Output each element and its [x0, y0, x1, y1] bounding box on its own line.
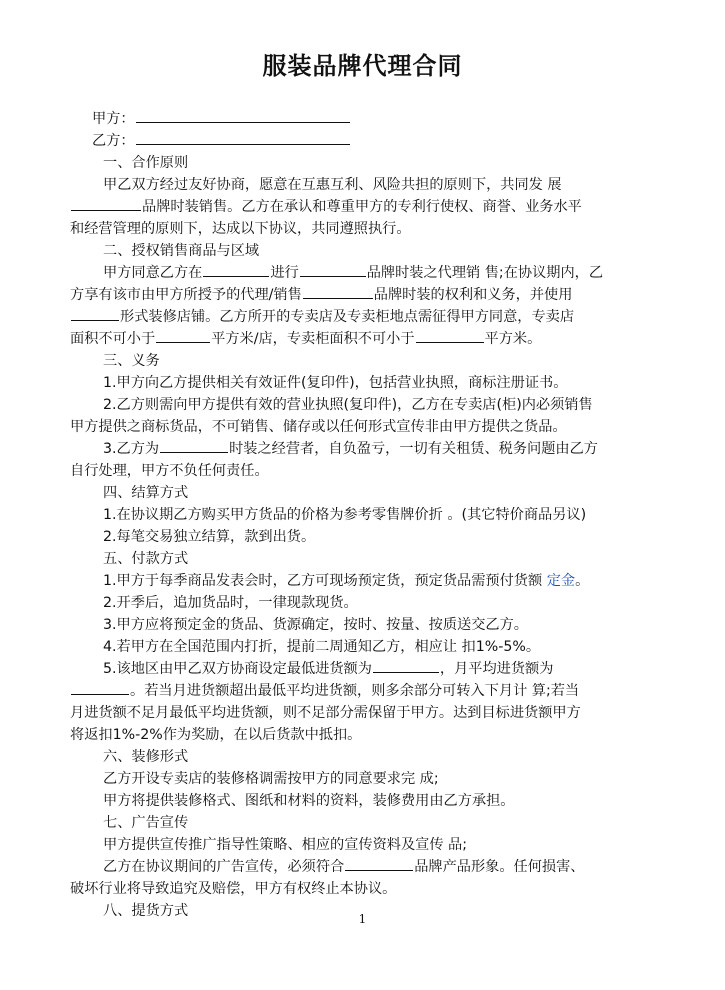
paragraph-line: 甲方提供宣传推广指导性策略、相应的宣传资料及宣传 品;	[103, 837, 467, 853]
paragraph-line: 1.在协议期乙方购买甲方货品的价格为参考零售牌价折 。(其它特价商品另议)	[103, 507, 587, 523]
paragraph-line: 5.该地区由甲乙双方协商设定最低进货额为 ，月平均进货额为	[103, 658, 660, 680]
section-heading-3: 三、义务	[103, 353, 160, 369]
paragraph-line: 2.乙方则需向甲方提供有效的营业执照(复印件)，乙方在专卖店(柜)内必须销售	[103, 397, 593, 413]
paragraph-line: 破坏行业将导致追究及赔偿，甲方有权终止本协议。	[70, 881, 397, 897]
brand-blank[interactable]	[303, 284, 373, 299]
brand-blank[interactable]	[300, 262, 366, 277]
party-a-blank[interactable]	[136, 108, 350, 123]
section-heading-4: 四、结算方式	[103, 485, 189, 501]
style-blank[interactable]	[71, 306, 119, 321]
paragraph-line: 品牌时装销售。乙方在承认和尊重甲方的专利行使权、商誉、业务水平	[70, 196, 660, 218]
paragraph-line: 1.甲方于每季商品发表会时，乙方可现场预定货，预定货品需预付货额 定金。	[103, 573, 590, 589]
paragraph-line: 3.甲方应将预定金的货品、货源确定，按时、按量、按质送交乙方。	[103, 617, 528, 633]
brand-blank[interactable]	[71, 196, 141, 211]
party-a-line	[92, 108, 682, 130]
paragraph-line: 2.开季后，追加货品时，一律现款现货。	[103, 595, 358, 611]
paragraph-line: 甲方将提供装修格式、图纸和材料的资料，装修费用由乙方承担。	[103, 793, 515, 809]
section-heading-8: 八、提货方式	[103, 903, 189, 919]
min-purchase-blank[interactable]	[373, 658, 439, 673]
paragraph-line: 自行处理，甲方不负任何责任。	[70, 463, 269, 479]
section-heading-1: 一、合作原则	[103, 155, 189, 171]
paragraph-line: 乙方开设专卖店的装修格调需按甲方的同意要求完 成;	[103, 771, 439, 787]
paragraph-line: 方享有该市由甲方所授予的代理/销售 品牌时装的权利和义务，并使用	[70, 284, 660, 306]
paragraph-line: 甲乙双方经过友好协商，愿意在互惠互利、风险共担的原则下，共同发 展	[103, 177, 562, 193]
paragraph-line: 形式装修店铺。乙方所开的专卖店及专卖柜地点需征得甲方同意，专卖店	[70, 306, 660, 328]
paragraph-line: 3.乙方为 时装之经营者，自负盈亏，一切有关租赁、税务问题由乙方	[103, 438, 660, 460]
paragraph-line: 甲方提供之商标货品，不可销售、储存或以任何形式宣传非由甲方提供之货品。	[70, 419, 567, 435]
section-heading-7: 七、广告宣传	[103, 815, 189, 831]
party-a-label: 甲方：	[92, 111, 135, 127]
monthly-avg-blank[interactable]	[71, 680, 129, 695]
section-heading-6: 六、装修形式	[103, 749, 189, 765]
brand-blank[interactable]	[160, 438, 228, 453]
region-blank[interactable]	[203, 262, 269, 277]
store-area-blank[interactable]	[156, 328, 210, 343]
paragraph-line: 2.每笔交易独立结算，款到出货。	[103, 529, 316, 545]
section-heading-2: 二、授权销售商品与区域	[103, 243, 260, 259]
party-b-line	[92, 130, 682, 152]
paragraph-line: 甲方同意乙方在 进行 品牌时装之代理销 售;在协议期内，乙	[103, 262, 660, 284]
paragraph-line: 4.若甲方在全国范围内打折，提前二周通知乙方，相应让 扣1%-5%。	[103, 639, 541, 655]
paragraph-line: 。若当月进货额超出最低平均进货额，则多余部分可转入下月计 算;若当	[70, 680, 660, 702]
paragraph-line: 1.甲方向乙方提供相关有效证件(复印件)，包括营业执照，商标注册证书。	[103, 375, 568, 391]
document-title: 服装品牌代理合同	[262, 52, 463, 80]
counter-area-blank[interactable]	[416, 328, 484, 343]
paragraph-line: 乙方在协议期间的广告宣传，必须符合 品牌产品形象。任何损害、	[103, 856, 660, 878]
paragraph-line: 面积不可小于 平方米/店，专卖柜面积不可小于 平方米。	[70, 328, 660, 350]
party-b-label: 乙方：	[92, 133, 135, 149]
paragraph-line: 月进货额不足月最低平均进货额，则不足部分需保留于甲方。达到目标进货额甲方	[70, 705, 581, 721]
paragraph-line: 将返扣1%-2%作为奖励，在以后货款中抵扣。	[70, 727, 362, 743]
deposit-link[interactable]: 定金	[546, 573, 576, 589]
brand-blank[interactable]	[345, 856, 413, 871]
page-number: 1	[358, 912, 367, 926]
section-heading-5: 五、付款方式	[103, 551, 189, 567]
party-b-blank[interactable]	[136, 130, 350, 145]
paragraph-line: 和经营管理的原则下，达成以下协议，共同遵照执行。	[70, 221, 411, 237]
